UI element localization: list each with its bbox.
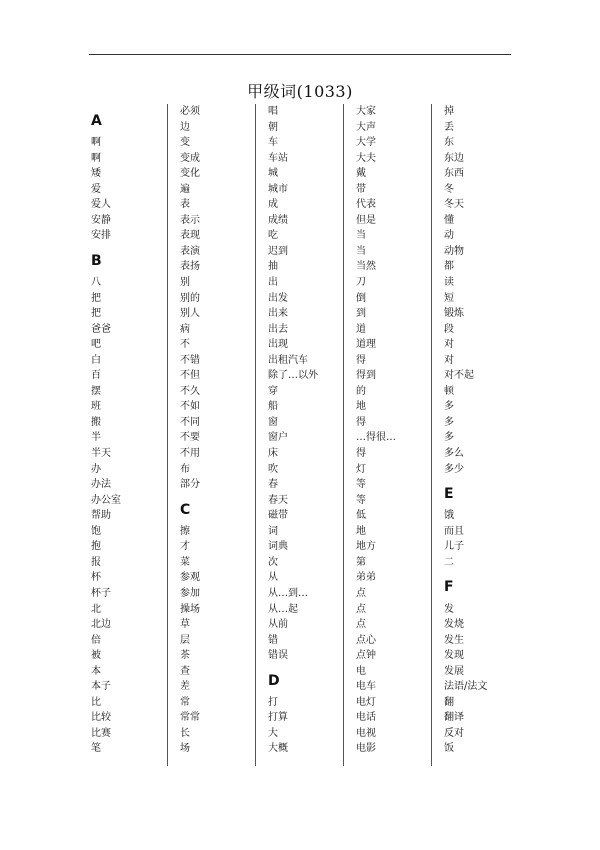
word-entry: 比较 <box>91 712 111 724</box>
word-entry: 词 <box>268 525 278 537</box>
word-entry: 操场 <box>180 603 200 615</box>
word-entry: 唱 <box>268 106 278 117</box>
word-entry: 得 <box>356 448 366 460</box>
word-entry: 出 <box>268 277 278 289</box>
word-entry: 本 <box>91 665 101 677</box>
word-entry: 茶 <box>180 650 190 662</box>
word-entry: 电车 <box>356 681 376 693</box>
word-entry: 别的 <box>180 292 200 304</box>
word-entry: 百 <box>91 370 101 382</box>
column-divider <box>343 104 344 766</box>
page-title: 甲级词(1033) <box>247 82 353 101</box>
word-entry: 错 <box>268 634 278 646</box>
word-entry: 的 <box>356 385 366 397</box>
word-entry: 穿 <box>268 385 278 397</box>
word-entry: 表 <box>180 199 190 211</box>
word-entry: 常 <box>180 696 190 708</box>
word-entry: 杯 <box>91 572 101 584</box>
word-entry: 第 <box>356 556 366 568</box>
word-entry: 必须 <box>180 106 200 117</box>
word-entry: 啊 <box>91 152 101 164</box>
word-entry: 半 <box>91 432 101 444</box>
word-entry: 次 <box>268 556 278 568</box>
word-entry: 电话 <box>356 712 376 724</box>
word-entry: 大 <box>268 727 278 739</box>
word-entry: 吹 <box>268 463 278 475</box>
word-entry: 东 <box>444 137 454 149</box>
word-entry: 法语/法文 <box>444 681 488 693</box>
word-entry: 灯 <box>356 463 366 475</box>
word-entry: 城市 <box>268 183 288 195</box>
word-entry: 别 <box>180 277 190 289</box>
word-entry: 对不起 <box>444 370 474 382</box>
word-entry: 当然 <box>356 261 376 273</box>
word-entry: 冬 <box>444 183 454 195</box>
word-entry: 道 <box>356 323 366 335</box>
word-entry: 窗 <box>268 416 278 428</box>
word-entry: 出去 <box>268 323 288 335</box>
word-entry: 点 <box>356 587 366 599</box>
word-entry: 段 <box>444 323 454 335</box>
word-entry: 才 <box>180 541 190 553</box>
word-entry: 表扬 <box>180 261 200 273</box>
word-entry: 春 <box>268 479 278 491</box>
word-entry: 半天 <box>91 448 111 460</box>
word-entry: 报 <box>91 556 101 568</box>
word-entry: 多 <box>444 416 454 428</box>
word-column-4 <box>354 104 430 768</box>
word-entry: 读 <box>444 277 454 289</box>
word-entry: 得 <box>356 416 366 428</box>
word-entry: 掉 <box>444 106 454 117</box>
word-column-1 <box>89 104 165 768</box>
word-entry: 地 <box>356 525 366 537</box>
word-entry: 部分 <box>180 479 200 491</box>
word-entry: 带 <box>356 183 366 195</box>
word-entry: 锻炼 <box>444 308 464 320</box>
word-entry: 车 <box>268 137 278 149</box>
word-entry: 打 <box>268 696 278 708</box>
word-entry: 变 <box>180 137 190 149</box>
word-entry: 抽 <box>268 261 278 273</box>
word-entry: 对 <box>444 354 454 366</box>
word-entry: 成绩 <box>268 214 288 226</box>
word-entry: 不要 <box>180 432 200 444</box>
word-entry: 动 <box>444 230 454 242</box>
column-divider <box>431 104 432 766</box>
word-entry: 翻 <box>444 696 454 708</box>
word-entry: 变化 <box>180 168 200 180</box>
word-entry: 参观 <box>180 572 200 584</box>
word-entry: 电 <box>356 665 366 677</box>
section-letter-heading: E <box>444 486 454 503</box>
section-letter-heading: A <box>91 113 102 129</box>
section-letter-heading: B <box>91 252 102 269</box>
word-entry: 从 <box>268 572 278 584</box>
word-entry: 出来 <box>268 308 288 320</box>
word-entry: 摆 <box>91 385 101 397</box>
word-entry: 长 <box>180 727 190 739</box>
word-entry: 地方 <box>356 541 376 553</box>
word-entry: 菜 <box>180 556 190 568</box>
word-entry: 杯子 <box>91 587 111 599</box>
word-entry: 从…起 <box>268 603 298 615</box>
word-entry: 安静 <box>91 214 111 226</box>
column-divider <box>167 104 168 766</box>
word-entry: 倒 <box>356 292 366 304</box>
word-entry: 戴 <box>356 168 366 180</box>
word-entry: 比 <box>91 696 101 708</box>
word-entry: 冬天 <box>444 199 464 211</box>
word-entry: 草 <box>180 619 190 631</box>
section-letter-heading: F <box>444 579 454 596</box>
word-entry: 班 <box>91 401 101 413</box>
word-entry: 不久 <box>180 385 200 397</box>
word-entry: 多 <box>444 401 454 413</box>
column-divider <box>255 104 256 766</box>
word-entry: 都 <box>444 261 454 273</box>
word-entry: 刀 <box>356 277 366 289</box>
word-entry: 抱 <box>91 541 101 553</box>
top-rule <box>89 54 511 55</box>
word-entry: 差 <box>180 681 190 693</box>
word-entry: 被 <box>91 650 101 662</box>
word-entry: 二 <box>444 556 454 568</box>
word-entry: 出发 <box>268 292 288 304</box>
word-entry: 常常 <box>180 712 200 724</box>
word-entry: 大学 <box>356 137 376 149</box>
word-entry: 饿 <box>444 510 454 522</box>
word-entry: 电灯 <box>356 696 376 708</box>
word-entry: 擦 <box>180 525 190 537</box>
word-entry: 反对 <box>444 727 464 739</box>
word-entry: 翻译 <box>444 712 464 724</box>
word-entry: 顿 <box>444 385 454 397</box>
word-entry: 电影 <box>356 743 376 755</box>
word-entry: 表示 <box>180 214 200 226</box>
section-letter-heading: C <box>180 501 191 518</box>
word-entry: 办法 <box>91 479 111 491</box>
word-entry: 出现 <box>268 339 288 351</box>
word-entry: 城 <box>268 168 278 180</box>
word-entry: 发展 <box>444 665 464 677</box>
word-entry: 布 <box>180 463 190 475</box>
word-entry: 矮 <box>91 168 101 180</box>
word-entry: 层 <box>180 634 190 646</box>
word-entry: 办 <box>91 463 101 475</box>
word-entry: 边 <box>180 121 190 133</box>
word-entry: 朝 <box>268 121 278 133</box>
word-entry: 出租汽车 <box>268 354 308 366</box>
word-entry: 点 <box>356 603 366 615</box>
word-entry: 点 <box>356 619 366 631</box>
word-entry: 得 <box>356 354 366 366</box>
word-entry: 打算 <box>268 712 288 724</box>
word-entry: 除了…以外 <box>268 370 318 382</box>
word-entry: 比赛 <box>91 727 111 739</box>
word-entry: 迟到 <box>268 245 288 257</box>
word-entry: 把 <box>91 308 101 320</box>
word-entry: 电视 <box>356 727 376 739</box>
word-entry: 低 <box>356 510 366 522</box>
word-entry: 短 <box>444 292 454 304</box>
word-entry: 发现 <box>444 650 464 662</box>
word-entry: 磁带 <box>268 510 288 522</box>
word-entry: 本子 <box>91 681 111 693</box>
word-entry: 北边 <box>91 619 111 631</box>
word-entry: 安排 <box>91 230 111 242</box>
word-entry: 表演 <box>180 245 200 257</box>
word-entry: 吃 <box>268 230 278 242</box>
word-entry: 遍 <box>180 183 190 195</box>
word-entry: 当 <box>356 245 366 257</box>
word-entry: 爱 <box>91 183 101 195</box>
word-entry: 多么 <box>444 448 464 460</box>
word-entry: 对 <box>444 339 454 351</box>
word-entry: 懂 <box>444 214 454 226</box>
word-column-3 <box>266 104 342 768</box>
word-entry: 道理 <box>356 339 376 351</box>
word-entry: 成 <box>268 199 278 211</box>
word-entry: 不如 <box>180 401 200 413</box>
word-entry: 不但 <box>180 370 200 382</box>
word-entry: 等 <box>356 479 366 491</box>
word-entry: 床 <box>268 448 278 460</box>
word-entry: 得到 <box>356 370 376 382</box>
word-entry: 大家 <box>356 106 376 117</box>
word-entry: 点钟 <box>356 650 376 662</box>
word-entry: 弟弟 <box>356 572 376 584</box>
word-entry: 不 <box>180 339 190 351</box>
word-entry: 大夫 <box>356 152 376 164</box>
word-entry: 等 <box>356 494 366 506</box>
word-entry: 东西 <box>444 168 464 180</box>
word-entry: 把 <box>91 292 101 304</box>
word-column-2 <box>178 104 254 768</box>
word-entry: 多 <box>444 432 454 444</box>
word-entry: 吧 <box>91 339 101 351</box>
word-entry: 表现 <box>180 230 200 242</box>
word-entry: 饭 <box>444 743 454 755</box>
word-entry: 从…到… <box>268 587 308 599</box>
word-entry: 倍 <box>91 634 101 646</box>
word-entry: 发 <box>444 603 454 615</box>
word-entry: 词典 <box>268 541 288 553</box>
word-entry: 场 <box>180 743 190 755</box>
word-entry: 当 <box>356 230 366 242</box>
word-entry: 东边 <box>444 152 464 164</box>
word-entry: 爱人 <box>91 199 111 211</box>
word-columns <box>89 104 511 768</box>
word-entry: 啊 <box>91 137 101 149</box>
word-entry: 八 <box>91 277 101 289</box>
word-entry: 大声 <box>356 121 376 133</box>
word-entry: 代表 <box>356 199 376 211</box>
word-entry: 北 <box>91 603 101 615</box>
word-entry: 笔 <box>91 743 101 755</box>
word-entry: 不错 <box>180 354 200 366</box>
word-entry: 但是 <box>356 214 376 226</box>
word-entry: 变成 <box>180 152 200 164</box>
word-entry: 别人 <box>180 308 200 320</box>
word-entry: 大概 <box>268 743 288 755</box>
word-entry: 多少 <box>444 463 464 475</box>
word-entry: …得很… <box>356 432 396 444</box>
word-entry: 丢 <box>444 121 454 133</box>
word-column-5 <box>442 104 511 768</box>
word-entry: 车站 <box>268 152 288 164</box>
word-entry: 从前 <box>268 619 288 631</box>
word-entry: 爸爸 <box>91 323 111 335</box>
word-entry: 船 <box>268 401 278 413</box>
word-entry: 白 <box>91 354 101 366</box>
word-entry: 病 <box>180 323 190 335</box>
word-entry: 到 <box>356 308 366 320</box>
word-entry: 点心 <box>356 634 376 646</box>
word-entry: 帮助 <box>91 510 111 522</box>
word-entry: 发烧 <box>444 619 464 631</box>
word-entry: 发生 <box>444 634 464 646</box>
word-entry: 儿子 <box>444 541 464 553</box>
word-entry: 春天 <box>268 494 288 506</box>
word-entry: 饱 <box>91 525 101 537</box>
word-entry: 而且 <box>444 525 464 537</box>
word-entry: 不同 <box>180 416 200 428</box>
word-entry: 错误 <box>268 650 288 662</box>
word-entry: 动物 <box>444 245 464 257</box>
word-entry: 参加 <box>180 587 200 599</box>
word-entry: 地 <box>356 401 366 413</box>
word-entry: 查 <box>180 665 190 677</box>
word-entry: 窗户 <box>268 432 288 444</box>
word-entry: 搬 <box>91 416 101 428</box>
section-letter-heading: D <box>268 672 280 689</box>
word-entry: 办公室 <box>91 494 121 506</box>
word-entry: 不用 <box>180 448 200 460</box>
